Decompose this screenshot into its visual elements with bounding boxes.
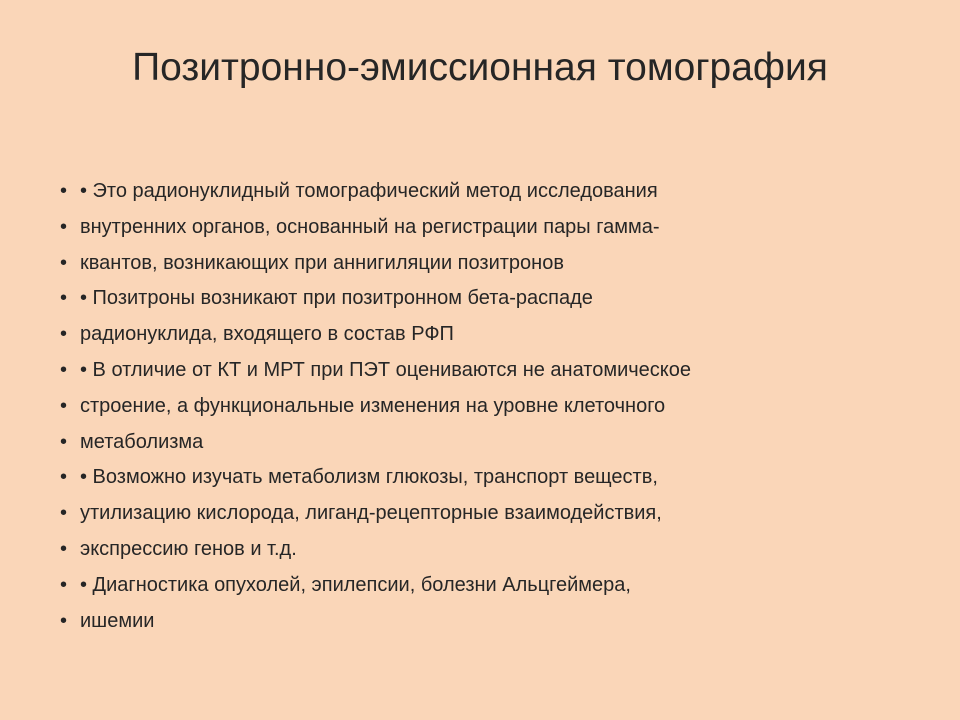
list-item [60,317,920,353]
bullet-line-text: • Диагностика опухолей, эпилепсии, болезни Альцгеймера, [80,573,631,596]
list-item [60,425,920,461]
bullet-dot-icon: • [60,537,68,560]
bullet-dot-icon: • [60,502,68,525]
bullet-line-text: квантов, возникающих при аннигиляции позитронов [80,251,564,274]
bullet-line-text: • В отличие от КТ и МРТ при ПЭТ оцениваются не анатомическое [80,358,692,381]
bullet-dot-icon: • [60,251,68,274]
bullet-line-text: строение, а функциональные изменения на уровне клеточного [80,394,666,417]
list-item [60,246,920,282]
bullet-dot-icon: • [60,215,68,238]
list-item [60,532,920,568]
list-item [60,604,920,640]
bullet-list [60,174,920,639]
bullet-line-text: метаболизма [80,430,204,453]
bullet-line-text: внутренних органов, основанный на регистрации пары гамма- [80,215,660,238]
bullet-dot-icon: • [60,466,68,489]
list-item [60,568,920,604]
list-item [60,460,920,496]
slide-title: Позитронно-эмиссионная томография [132,46,828,89]
list-item [60,210,920,246]
bullet-line-text: ишемии [80,609,155,632]
list-item [60,496,920,532]
bullet-dot-icon: • [60,609,68,632]
bullet-dot-icon: • [60,394,68,417]
bullet-line-text: утилизацию кислорода, лиганд-рецепторные взаимодействия, [80,502,662,525]
bullet-dot-icon: • [60,323,68,346]
bullet-dot-icon: • [60,287,68,310]
bullet-dot-icon: • [60,573,68,596]
bullet-line-text: • Это радионуклидный томографический метод исследования [80,180,658,202]
list-item [60,353,920,389]
list-item [60,281,920,317]
bullet-dot-icon: • [60,430,68,453]
bullet-line-text: радионуклида, входящего в состав РФП [80,323,454,346]
bullet-line-text: • Позитроны возникают при позитронном бета-распаде [80,287,593,310]
bullet-line-text: • Возможно изучать метаболизм глюкозы, транспорт веществ, [80,466,658,489]
list-item [60,174,920,210]
bullet-dot-icon: • [60,180,68,202]
bullet-line-text: экспрессию генов и т.д. [80,537,297,560]
list-item [60,389,920,425]
bullet-dot-icon: • [60,358,68,381]
